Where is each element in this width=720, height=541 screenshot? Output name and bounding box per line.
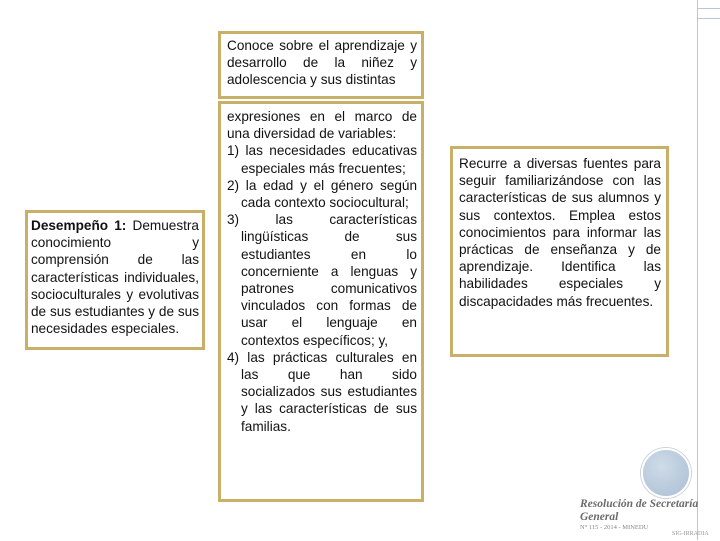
performance-box bbox=[25, 210, 205, 350]
resolution-logo bbox=[580, 498, 718, 537]
knowledge-header-text: Conoce sobre el aprendizaje y desarrollo de la niñez y adolescencia y sus distintas bbox=[227, 38, 417, 88]
knowledge-box-header bbox=[218, 31, 424, 99]
knowledge-item-2: 2) la edad y el género según cada contexto sociocultural; bbox=[227, 177, 417, 211]
decorative-vertical-rule bbox=[697, 0, 698, 540]
knowledge-intro: expresiones en el marco de una diversidad de variables: bbox=[227, 109, 417, 142]
decorative-circle bbox=[641, 448, 691, 498]
logo-subtitle: N° 115 - 2014 - MINEDU bbox=[580, 524, 649, 531]
knowledge-box bbox=[218, 101, 424, 502]
practice-box bbox=[450, 146, 669, 357]
logo-title: Resolución de Secretaría General bbox=[580, 498, 699, 523]
practice-text: Recurre a diversas fuentes para seguir familiarizándose con las características de sus alumnos y sus contextos. Emplea estos conocimientos para informar las prácticas de enseñanza y de aprendizaje. Identifica las habilidades especiales y discapacidades más frecuentes. bbox=[459, 156, 661, 309]
logo-mark: SIG-IRRADIA bbox=[672, 531, 709, 537]
knowledge-item-1: 1) las necesidades educativas especiales más frecuentes; bbox=[227, 143, 417, 176]
decorative-horizontal-rule bbox=[697, 8, 720, 9]
decorative-horizontal-rule bbox=[697, 18, 720, 19]
knowledge-item-4: 4) las prácticas culturales en las que han sido socializados sus estudiantes y las características de sus familias. bbox=[227, 349, 417, 434]
performance-text: Demuestra conocimiento y comprensión de las características individuales, socioculturales y evolutivas de sus estudiantes y de sus necesidades especiales. bbox=[31, 218, 199, 337]
knowledge-item-3: 3) las características lingüísticas de sus estudiantes en lo concerniente a lenguas y patrones comunicativos vinculados con formas de usar el lenguaje en contextos específicos; y, bbox=[227, 212, 417, 348]
performance-label: Desempeño 1: bbox=[31, 218, 127, 233]
